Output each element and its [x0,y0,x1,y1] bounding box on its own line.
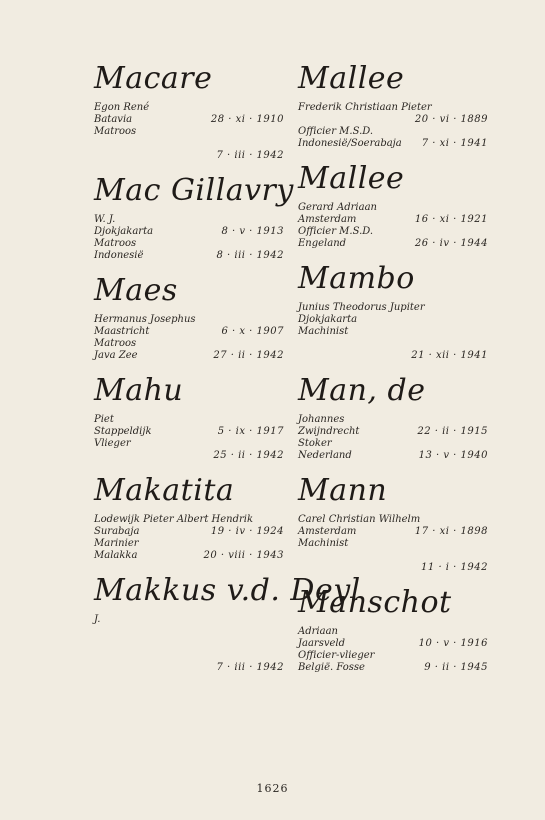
entry-detail-text: Hermanus Josephus [94,314,196,325]
entry-line [298,138,498,150]
entry-detail-text: Machinist [298,538,349,549]
entry-line [298,202,498,214]
entry-line [298,450,498,462]
entry-line [298,314,498,326]
entry-date: 10 · v · 1916 [418,638,488,649]
entry-detail-text: Amsterdam [298,214,357,225]
page-number: 1626 [256,782,289,795]
entry-detail-text: J. [94,614,101,625]
entry-detail-text: Marinier [94,538,139,549]
entry-detail-text: Engeland [298,238,347,249]
entry-detail-text: Frederik Christiaan Pieter [298,102,432,113]
entry-line [94,250,294,262]
entry-line [298,438,498,450]
entry-detail-text: Matroos [94,126,137,137]
memorial-entry [298,374,498,474]
entry-line [298,238,498,250]
entry-date: 19 · iv · 1924 [210,526,284,537]
entry-line [298,538,498,550]
entry-line [298,350,498,362]
entry-detail-text: Batavia [94,114,133,125]
entry-line [298,214,498,226]
entry-line [298,514,498,526]
entry-surname: Manschot [298,585,452,620]
entry-detail-text: Lodewijk Pieter Albert Hendrik [94,514,254,525]
entry-detail-text: Carel Christian Wilhelm [298,514,421,525]
entry-detail-text: Adriaan [298,626,338,637]
entry-surname: Mann [298,473,388,508]
entry-line [94,126,294,138]
entry-line [94,414,294,426]
memorial-entry [298,62,498,162]
entry-date: 5 · ix · 1917 [217,426,284,437]
right-column [298,62,498,686]
entry-detail-text: W. J. [94,214,116,225]
entry-date: 20 · viii · 1943 [203,550,284,561]
entry-date: 28 · xi · 1910 [210,114,284,125]
entry-date: 17 · xi · 1898 [414,526,488,537]
entry-detail-text: Djokjakarta [94,226,154,237]
entry-detail-text: Machinist [298,326,349,337]
entry-detail-text: Officier M.S.D. [298,226,374,237]
entry-detail-text: Jaarsveld [298,638,346,649]
memorial-entry [94,62,294,174]
entry-line [298,326,498,338]
entry-detail-text: Matroos [94,338,137,349]
entry-line [298,562,498,574]
entry-line [94,550,294,562]
entry-line [94,650,294,662]
entry-line [298,526,498,538]
entry-line [94,326,294,338]
entry-line [298,338,498,350]
entry-detail-text: Vlieger [94,438,131,449]
entry-line [298,638,498,650]
entry-date: 25 · ii · 1942 [213,450,284,461]
entry-line [94,514,294,526]
entry-date: 7 · iii · 1942 [216,662,284,673]
entry-line [298,650,498,662]
entry-line [298,662,498,674]
entry-detail-text: Malakka [94,550,138,561]
entry-detail-text: Indonesië/Soerabaja [298,138,402,149]
memorial-entry [298,586,498,686]
entry-line [94,626,294,638]
memorial-entry [94,374,294,474]
entry-date: 22 · ii · 1915 [417,426,488,437]
entry-line [94,314,294,326]
entry-line [94,426,294,438]
entry-detail-text: Junius Theodorus Jupiter [298,302,425,313]
entry-line [94,150,294,162]
entry-date: 7 · iii · 1942 [216,150,284,161]
entry-detail-text: Piet [94,414,114,425]
entry-line [94,102,294,114]
entry-line [298,414,498,426]
entry-line [94,450,294,462]
entry-date: 16 · xi · 1921 [414,214,488,225]
entry-detail-text: Indonesië [94,250,144,261]
entry-date: 8 · iii · 1942 [216,250,284,261]
entry-detail-text: Officier-vlieger [298,650,375,661]
memorial-entry [94,474,294,574]
entry-detail-text: Djokjakarta [298,314,358,325]
entry-line [94,214,294,226]
entry-line [94,238,294,250]
entry-line [94,114,294,126]
entry-line [94,438,294,450]
memorial-entry [94,274,294,374]
entry-line [298,126,498,138]
entry-line [94,338,294,350]
entry-line [94,638,294,650]
entry-detail-text: Stappeldijk [94,426,152,437]
entry-line [298,302,498,314]
entry-line [298,102,498,114]
entry-detail-text: Gerard Adriaan [298,202,377,213]
entry-detail-text: Surabaja [94,526,140,537]
entry-detail-text: Java Zee [94,350,138,361]
entry-detail-text: Egon René [94,102,150,113]
entry-date: 26 · iv · 1944 [414,238,488,249]
entry-surname: Makkus v.d. Deyl [94,573,361,608]
entry-detail-text: Nederland [298,450,352,461]
entry-line [94,226,294,238]
entry-line [94,538,294,550]
entry-date: 13 · v · 1940 [418,450,488,461]
entry-surname: Man, de [298,373,426,408]
entry-date: 6 · x · 1907 [221,326,284,337]
entry-surname: Macare [94,61,213,96]
entry-line [94,138,294,150]
entry-detail-text: België. Fosse [298,662,365,673]
entry-line [298,626,498,638]
entry-line [298,550,498,562]
entry-line [94,614,294,626]
entry-date: 11 · i · 1942 [421,562,488,573]
entry-detail-text: Zwijndrecht [298,426,360,437]
entry-surname: Mallee [298,61,405,96]
entry-date: 20 · vi · 1889 [414,114,488,125]
entry-line [94,350,294,362]
entry-surname: Mac Gillavry [94,173,294,208]
entry-surname: Mambo [298,261,415,296]
entry-detail-text: Amsterdam [298,526,357,537]
entry-detail-text: Officier M.S.D. [298,126,374,137]
entry-surname: Mahu [94,373,184,408]
entry-date: 9 · ii · 1945 [424,662,488,673]
entry-date: 27 · ii · 1942 [213,350,284,361]
entry-surname: Maes [94,273,178,308]
entry-line [298,226,498,238]
entry-date: 21 · xii · 1941 [411,350,488,361]
entry-detail-text: Maastricht [94,326,150,337]
entry-date: 8 · v · 1913 [221,226,284,237]
entry-line [94,662,294,674]
entry-surname: Mallee [298,161,405,196]
entry-detail-text: Stoker [298,438,332,449]
memorial-entry [94,174,294,274]
entry-detail-text: Johannes [298,414,345,425]
entry-surname: Makatita [94,473,235,508]
entry-detail-text: Matroos [94,238,137,249]
memorial-entry [298,474,498,586]
entry-line [94,526,294,538]
memorial-entry [298,262,498,374]
entry-line [298,426,498,438]
entry-line [298,114,498,126]
entry-date: 7 · xi · 1941 [421,138,488,149]
memorial-entry [298,162,498,262]
